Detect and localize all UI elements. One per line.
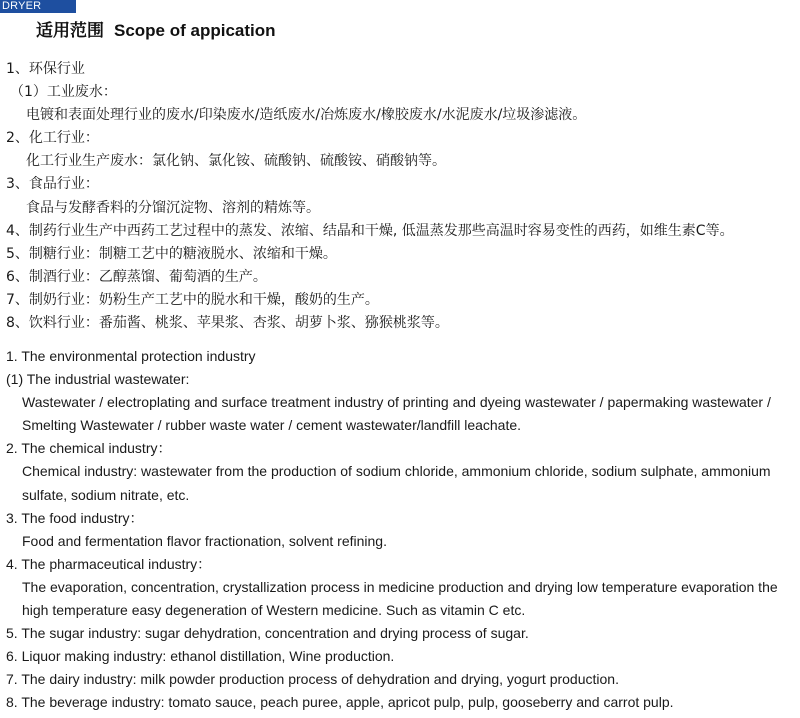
title-en: Scope of appication bbox=[114, 21, 276, 40]
page-title bbox=[36, 20, 276, 42]
list-item: 6. Liquor making industry: ethanol distillation, Wine production. bbox=[6, 648, 395, 665]
list-item: 7. The dairy industry: milk powder production process of dehydration and drying, yogurt production. bbox=[6, 671, 619, 688]
list-item: 4、制药行业生产中西药工艺过程中的蒸发、浓缩、结晶和干燥, 低温蒸发那些高温时容易变性的西药，如维生素C等。 bbox=[6, 222, 734, 239]
list-item: 5. The sugar industry: sugar dehydration, concentration and drying process of sugar. bbox=[6, 625, 529, 642]
list-item: Smelting Wastewater / rubber waste water / cement wastewater/landfill leachate. bbox=[22, 417, 522, 434]
list-item: The evaporation, concentration, crystallization process in medicine production and drying low temperature evaporation the bbox=[22, 578, 778, 595]
list-item: 食品与发酵香料的分馏沉淀物、溶剂的精炼等。 bbox=[26, 199, 320, 216]
list-item: 1、环保行业 bbox=[6, 61, 85, 77]
list-item: 3. The food industry： bbox=[6, 509, 144, 526]
list-item: （1）工业废水： bbox=[10, 84, 117, 101]
list-item: 1. The environmental protection industry bbox=[6, 348, 256, 364]
dryer-tag: DRYER bbox=[0, 0, 76, 13]
list-item: 2. The chemical industry： bbox=[6, 440, 172, 457]
list-item: 4. The pharmaceutical industry： bbox=[6, 555, 212, 572]
list-item: Wastewater / electroplating and surface treatment industry of printing and dyeing wastewater / papermaking wastewater / bbox=[22, 394, 771, 411]
list-item: 3、食品行业： bbox=[6, 176, 99, 193]
list-item: 2、化工行业： bbox=[6, 130, 99, 147]
title-cn: 适用范围 bbox=[36, 21, 104, 40]
list-item: 5、制糖行业：制糖工艺中的糖液脱水、浓缩和干燥。 bbox=[6, 245, 337, 262]
list-item: 7、制奶行业：奶粉生产工艺中的脱水和干燥，酸奶的生产。 bbox=[6, 291, 379, 308]
list-item: 化工行业生产废水：氯化钠、氯化铵、硫酸钠、硫酸铵、硝酸钠等。 bbox=[26, 153, 446, 170]
list-item: sulfate, sodium nitrate, etc. bbox=[22, 486, 190, 503]
list-item: Chemical industry: wastewater from the production of sodium chloride, ammonium chloride, sodium sulphate, ammonium bbox=[22, 463, 771, 480]
cn-application-list bbox=[0, 58, 800, 335]
list-item: high temperature easy degeneration of Western medicine. Such as vitamin C etc. bbox=[22, 602, 526, 619]
list-item: 8、饮料行业：番茄酱、桃浆、苹果浆、杏浆、胡萝卜浆、猕猴桃浆等。 bbox=[6, 315, 449, 332]
list-item: 电镀和表面处理行业的废水/印染废水/造纸废水/冶炼废水/橡胶废水/水泥废水/垃圾渗滤液。 bbox=[26, 107, 587, 124]
list-item: 8. The beverage industry: tomato sauce, peach puree, apple, apricot pulp, pulp, gooseberry and carrot pulp. bbox=[6, 694, 674, 711]
list-item: 6、制酒行业：乙醇蒸馏、葡萄酒的生产。 bbox=[6, 268, 267, 285]
list-item: Food and fermentation flavor fractionation, solvent refining. bbox=[22, 532, 387, 549]
list-item: (1) The industrial wastewater: bbox=[6, 371, 190, 388]
en-application-list bbox=[0, 345, 800, 715]
